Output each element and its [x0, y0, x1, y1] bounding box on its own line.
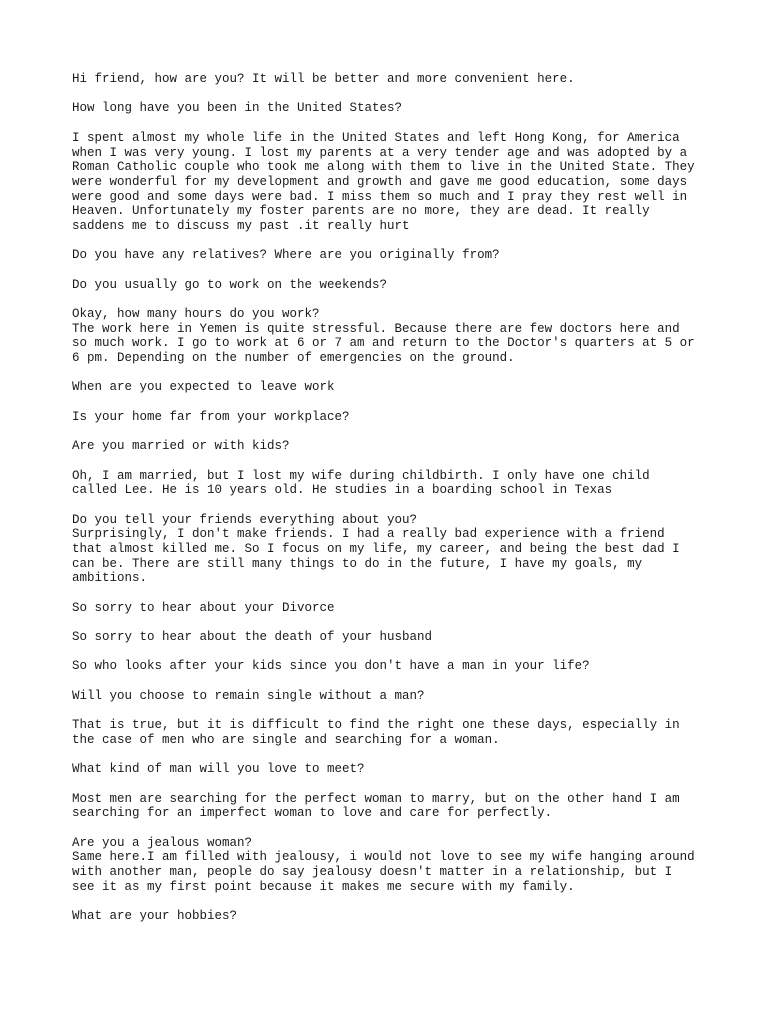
- text-line: 6 pm. Depending on the number of emergencies on the ground.: [72, 351, 515, 365]
- text-line: were good and some days were bad. I miss them so much and I pray they rest well in: [72, 190, 688, 204]
- text-line: Are you a jealous woman?: [72, 836, 253, 850]
- text-line: Are you married or with kids?: [72, 439, 290, 453]
- text-line: Roman Catholic couple who took me along with them to live in the United State. They: [72, 160, 695, 174]
- text-line: Most men are searching for the perfect woman to marry, but on the other hand I am: [72, 792, 680, 806]
- text-line: were wonderful for my development and growth and gave me good education, some days: [72, 175, 688, 189]
- text-line: Is your home far from your workplace?: [72, 410, 350, 424]
- text-line: see it as my first point because it makes me secure with my family.: [72, 880, 575, 894]
- text-line: So sorry to hear about your Divorce: [72, 601, 335, 615]
- text-line: What are your hobbies?: [72, 909, 238, 923]
- text-line: Do you tell your friends everything about you?: [72, 513, 418, 527]
- text-line: The work here in Yemen is quite stressful. Because there are few doctors here and: [72, 322, 680, 336]
- text-line: I spent almost my whole life in the United States and left Hong Kong, for America: [72, 131, 680, 145]
- text-line: Okay, how many hours do you work?: [72, 307, 320, 321]
- text-line: Oh, I am married, but I lost my wife during childbirth. I only have one child: [72, 469, 650, 483]
- text-line: So sorry to hear about the death of your husband: [72, 630, 433, 644]
- text-line: Same here.I am filled with jealousy, i would not love to see my wife hanging around: [72, 850, 695, 864]
- text-line: searching for an imperfect woman to love and care for perfectly.: [72, 806, 553, 820]
- text-line: Do you have any relatives? Where are you originally from?: [72, 248, 500, 262]
- text-line: Do you usually go to work on the weekends?: [72, 278, 388, 292]
- text-line: What kind of man will you love to meet?: [72, 762, 365, 776]
- text-line: Heaven. Unfortunately my foster parents are no more, they are dead. It really: [72, 204, 650, 218]
- text-line: that almost killed me. So I focus on my life, my career, and being the best dad I: [72, 542, 680, 556]
- text-line: called Lee. He is 10 years old. He studies in a boarding school in Texas: [72, 483, 613, 497]
- text-line: the case of men who are single and searching for a woman.: [72, 733, 500, 747]
- text-line: Will you choose to remain single without a man?: [72, 689, 425, 703]
- text-line: That is true, but it is difficult to find the right one these days, especially in: [72, 718, 680, 732]
- text-line: How long have you been in the United States?: [72, 101, 403, 115]
- text-line: can be. There are still many things to do in the future, I have my goals, my: [72, 557, 643, 571]
- text-line: ambitions.: [72, 571, 148, 585]
- text-line: When are you expected to leave work: [72, 380, 335, 394]
- text-line: when I was very young. I lost my parents at a very tender age and was adopted by a: [72, 146, 688, 160]
- text-line: So who looks after your kids since you don't have a man in your life?: [72, 659, 590, 673]
- text-line: saddens me to discuss my past .it really hurt: [72, 219, 410, 233]
- text-line: Hi friend, how are you? It will be better and more convenient here.: [72, 72, 575, 86]
- text-line: Surprisingly, I don't make friends. I had a really bad experience with a friend: [72, 527, 665, 541]
- text-line: with another man, people do say jealousy doesn't matter in a relationship, but I: [72, 865, 673, 879]
- text-line: so much work. I go to work at 6 or 7 am and return to the Doctor's quarters at 5 or: [72, 336, 695, 350]
